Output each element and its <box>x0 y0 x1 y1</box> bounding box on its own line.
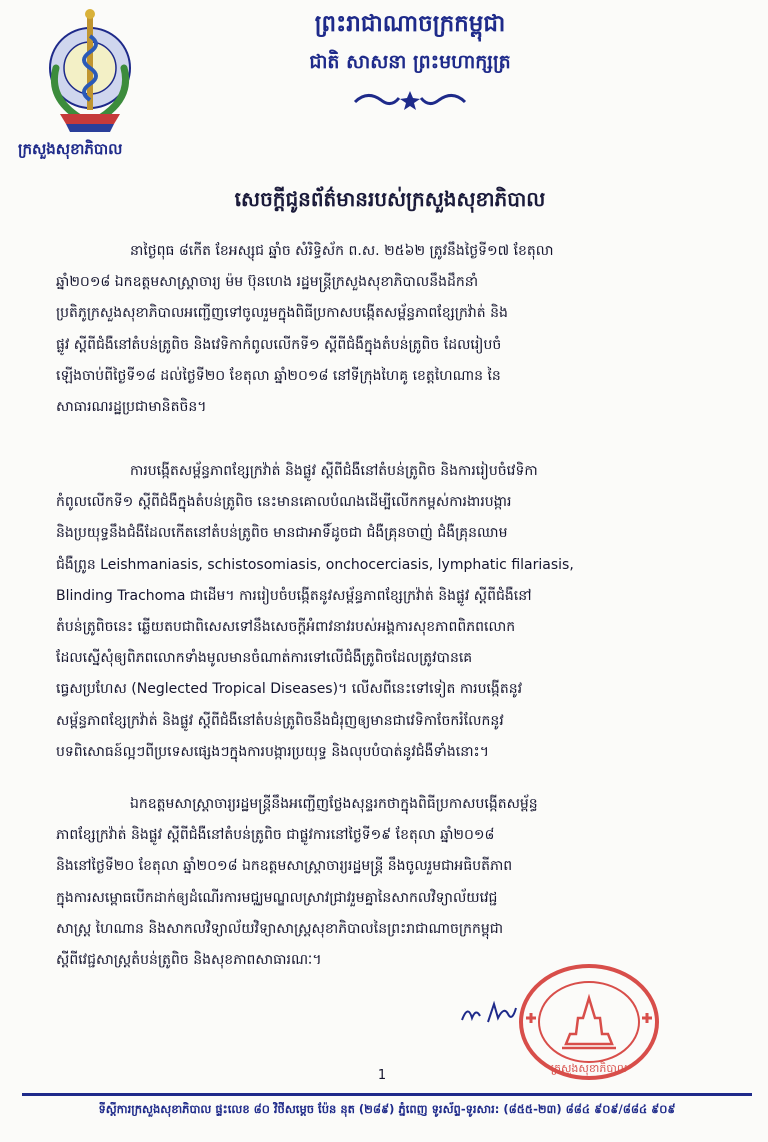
paragraph-line: នាថ្ងៃពុធ ៨កើត ខែអស្សុជ ឆ្នាំច សំរិទ្ធិស័ក ព.ស. ២៥៦២ ត្រូវនឹងថ្ងៃទី១៧ ខែតុលា <box>130 243 554 259</box>
paragraph-line: ប្រតិភូក្រសួងសុខាភិបាលអញ្ជើញទៅចូលរួមក្នុងពិធីប្រកាសបង្កើតសម្ព័ន្ធភាពខ្សែក្រវ៉ាត់ និង <box>56 305 508 322</box>
paragraph-line: តំបន់ត្រូពិចនេះ ឆ្លើយតបជាពិសេសទៅនឹងសេចក្តីអំពាវនាវរបស់អង្គការសុខភាពពិភពលោក <box>56 619 516 636</box>
paragraph-1 <box>56 236 724 423</box>
footer-address: ទីស្តីការក្រសួងសុខាភិបាល ផ្ទះលេខ ៨០ វិថីសម្តេច ប៉ែន នុត (២៨៩) ភ្នំពេញ ទូរស័ព្ទ-ទូរសារ: (៨៥៥-២៣) ៨៨៤ ៩០៩/៨៨៤ ៩០៩ <box>98 1102 676 1116</box>
paragraph-line: ធ្វេសប្រហែស (Neglected Tropical Diseases)។ លើសពីនេះទៅទៀត ការបង្កើតនូវ <box>56 681 523 698</box>
paragraph-line: ភាពខ្សែក្រវ៉ាត់ និងផ្លូវ ស្តីពីជំងឺនៅតំបន់ត្រូពិច ជាផ្លូវការនៅថ្ងៃទី១៩ ខែតុលា ឆ្នាំ២០១៨ <box>56 827 495 844</box>
stamp-text: ក្រសួងសុខាភិបាល <box>550 1062 628 1075</box>
paragraph-line: ឆ្នាំ២០១៨ ឯកឧត្តមសាស្ត្រាចារ្យ ម៉ម ប៊ុនហេង រដ្ឋមន្ត្រីក្រសួងសុខាភិបាលនឹងដឹកនាំ <box>56 274 479 291</box>
paragraph-line: សាធារណរដ្ឋប្រជាមានិតចិន។ <box>56 399 207 416</box>
national-motto: ជាតិ សាសនា ព្រះមហាក្សត្រ <box>309 51 511 73</box>
paragraph-2 <box>56 456 724 768</box>
paragraph-line: ជំងឺព្រូន Leishmaniasis, schistosomiasis, onchocerciasis, lymphatic filariasis, <box>56 556 574 573</box>
paragraph-line: និងនៅថ្ងៃទី២០ ខែតុលា ឆ្នាំ២០១៨ ឯកឧត្តមសាស្ត្រាចារ្យរដ្ឋមន្ត្រី នឹងចូលរួមជាអធិបតីភាព <box>56 858 513 875</box>
paragraph-line: ឯកឧត្តមសាស្ត្រាចារ្យរដ្ឋមន្ត្រីនឹងអញ្ជើញថ្លែងសុន្ទរកថាក្នុងពិធីប្រកាសបង្កើតសម្ព័ន្ធ <box>130 796 538 812</box>
paragraph-line: សាស្ត្រ ហៃណាន និងសាកលវិទ្យាល័យវិទ្យាសាស្ត្រសុខាភិបាលនៃព្រះរាជាណាចក្រកម្ពុជា <box>56 920 504 937</box>
paragraph-line: សម្ព័ន្ធភាពខ្សែក្រវ៉ាត់ និងផ្លូវ ស្តីពីជំងឺនៅតំបន់ត្រូពិចនឹងជំរុញឲ្យមានជាវេទិកាចែករំលែកនូវ <box>56 712 504 729</box>
paragraph-line: ការបង្កើតសម្ព័ន្ធភាពខ្សែក្រវ៉ាត់ និងផ្លូវ ស្តីពីជំងឺនៅតំបន់ត្រូពិច និងការរៀបចំវេទិកា <box>130 463 538 479</box>
footer-divider <box>22 1093 752 1096</box>
paragraph-line: ដែលស្នើសុំឲ្យពិភពលោកទាំងមូលមានចំណាត់ការទៅលើជំងឺត្រូពិចដែលត្រូវបានគេ <box>56 650 473 667</box>
paragraph-line: បទពិសោធន៍ល្អៗពីប្រទេសផ្សេងៗក្នុងការបង្ការប្រយុទ្ធ និងលុបបំបាត់នូវជំងឺទាំងនោះ។ <box>56 743 489 760</box>
divider-ornament-icon <box>345 88 475 112</box>
paragraph-3 <box>56 789 724 976</box>
paragraph-line: Blinding Trachoma ជាដើម។ ការរៀបចំបង្កើតនូវសម្ព័ន្ធភាពខ្សែក្រវ៉ាត់ និងផ្លូវ ស្តីពីជំងឺនៅ <box>56 587 532 604</box>
paragraph-line: ផ្លូវ ស្តីពីជំងឺនៅតំបន់ត្រូពិច និងវេទិកាកំពូលលើកទី១ ស្តីពីជំងឺក្នុងតំបន់ត្រូពិច ដែលរៀបចំ <box>56 336 502 353</box>
ministry-seal-stamp-icon <box>516 962 662 1082</box>
paragraph-line: និងប្រយុទ្ធនឹងជំងឺដែលកើតនៅតំបន់ត្រូពិច មានជាអាទិ៍ដូចជា ជំងឺគ្រុនចាញ់ ជំងឺគ្រុនឈាម <box>56 525 508 542</box>
ministry-name: ក្រសួងសុខាភិបាល <box>18 140 123 158</box>
signature-icon <box>458 1000 520 1026</box>
paragraph-line: ស្តីពីវេជ្ជសាស្ត្រតំបន់ត្រូពិច និងសុខភាពសាធារណៈ។ <box>56 952 322 969</box>
kingdom-heading: ព្រះរាជាណាចក្រកម្ពុជា <box>314 11 506 37</box>
page-number: 1 <box>377 1068 387 1083</box>
paragraph-line: ក្នុងការសម្ពោធបើកដាក់ឲ្យដំណើរការមជ្ឈមណ្ឌលស្រាវជ្រាវរួមគ្នានៃសាកលវិទ្យាល័យវេជ្ជ <box>56 889 498 906</box>
paragraph-line: ឡើងចាប់ពីថ្ងៃទី១៨ ដល់ថ្ងៃទី២០ ខែតុលា ឆ្នាំ២០១៨ នៅទីក្រុងហៃគូ ខេត្តហៃណាន នៃ <box>56 367 501 384</box>
document-title: សេចក្តីជូនព័ត៌មានរបស់ក្រសួងសុខាភិបាល <box>234 187 546 211</box>
ministry-emblem-icon <box>30 6 150 140</box>
paragraph-line: កំពូលលើកទី១ ស្តីពីជំងឺក្នុងតំបន់ត្រូពិច នេះមានគោលបំណងដើម្បីលើកកម្ពស់ការងារបង្ការ <box>56 494 512 511</box>
